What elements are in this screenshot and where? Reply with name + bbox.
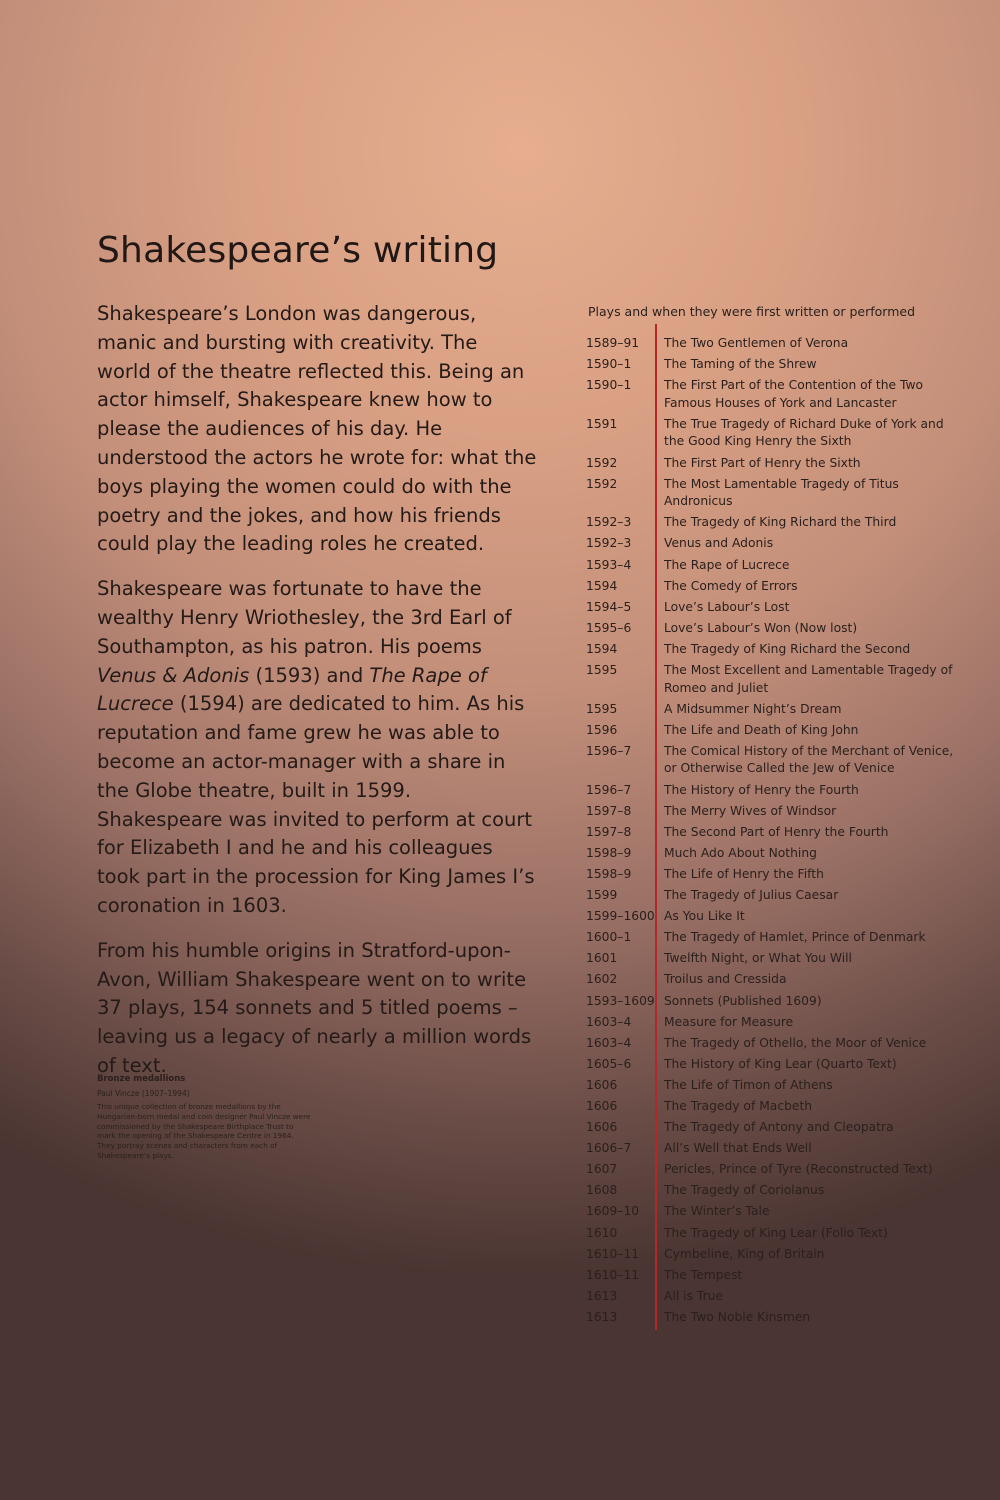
play-row: [586, 1288, 966, 1306]
play-year: 1592: [586, 476, 618, 491]
play-row: [586, 824, 966, 842]
play-title: The Tragedy of Macbeth: [664, 1098, 813, 1113]
play-title: The Second Part of Henry the Fourth: [664, 824, 889, 839]
play-title: The First Part of the Contention of the Two Famous Houses of York and Lancaster: [664, 378, 924, 410]
play-title: Venus and Adonis: [664, 536, 774, 551]
play-title: Sonnets (Published 1609): [664, 993, 822, 1008]
play-title: The Comedy of Errors: [664, 578, 798, 593]
play-title: The History of King Lear (Quarto Text): [664, 1056, 897, 1071]
play-row: [586, 950, 966, 968]
play-year: 1598–9: [586, 866, 632, 881]
play-year: 1592: [586, 455, 618, 470]
poem-title-venus: Venus & Adonis: [97, 663, 250, 687]
play-row: [586, 455, 966, 473]
play-title: Love’s Labour’s Won (Now lost): [664, 620, 858, 635]
play-title: The Rape of Lucrece: [664, 557, 790, 572]
play-row: [586, 1035, 966, 1053]
play-row: [586, 1140, 966, 1158]
play-title: The Most Excellent and Lamentable Tragedy of Romeo and Juliet: [664, 663, 953, 695]
play-title: Much Ado About Nothing: [664, 845, 817, 860]
play-title: The Life of Timon of Athens: [664, 1077, 833, 1092]
play-year: 1606: [586, 1077, 618, 1092]
plays-heading: Plays and when they were first written or performed: [588, 304, 916, 319]
play-title: The Most Lamentable Tragedy of Titus Andronicus: [664, 476, 899, 509]
play-row: [586, 641, 966, 659]
play-row: [586, 743, 966, 778]
play-year: 1597–8: [586, 803, 632, 818]
paragraph-london: Shakespeare’s London was dangerous, manic and bursting with creativity. The world of the theatre reflected this. Being an actor himself, Shakespeare knew how to please the audiences of his day. He understood the actors he wrote for: what the boys playing the women could do with the poetry and the jokes, and how his friends could play the leading roles he created.: [97, 302, 537, 556]
play-title: The Comical History of the Merchant of Venice, or Otherwise Called the Jew of Venice: [664, 743, 954, 776]
play-title: The Tragedy of Othello, the Moor of Venice: [664, 1035, 927, 1050]
play-row: [586, 1246, 966, 1264]
play-row: [586, 866, 966, 884]
play-row: [586, 377, 966, 412]
play-row: [586, 908, 966, 926]
play-year: 1593–4: [586, 557, 632, 572]
play-row: [586, 887, 966, 905]
play-title: The Winter’s Tale: [664, 1204, 770, 1219]
play-title: Love’s Labour’s Lost: [664, 599, 790, 614]
play-title: The Merry Wives of Windsor: [664, 803, 837, 818]
play-year: 1606–7: [586, 1141, 632, 1156]
play-year: 1592–3: [586, 536, 632, 551]
play-year: 1605–6: [586, 1056, 632, 1071]
play-title: All’s Well that Ends Well: [664, 1141, 812, 1156]
poem-title-lucrece: The Rape of Lucrece: [97, 663, 487, 716]
play-year: 1595–6: [586, 620, 632, 635]
play-row: [586, 1309, 966, 1327]
play-title: The Tragedy of King Lear (Folio Text): [664, 1225, 888, 1240]
patron-text-b: (1593) and: [255, 663, 364, 687]
play-row: [586, 557, 966, 575]
play-year: 1610–11: [586, 1246, 640, 1261]
play-row: [586, 1161, 966, 1179]
patron-text-c: (1594) are dedicated to him. As his reputation and fame grew he was able to become an actor-manager with a share in the Globe theatre, built in 1599. Shakespeare was invited to perform at court for Elizabeth I and he and his colleagues took part in the procession for King James I’s coronation in 1603.: [97, 692, 535, 917]
play-row: [586, 1077, 966, 1095]
play-year: 1593–1609: [586, 993, 655, 1008]
play-year: 1606: [586, 1120, 618, 1135]
play-row: [586, 929, 966, 947]
play-title: The Tragedy of King Richard the Third: [664, 515, 897, 530]
medallions-caption: [97, 1074, 312, 1161]
play-row: [586, 599, 966, 617]
play-year: 1610: [586, 1225, 618, 1240]
play-row: [586, 993, 966, 1011]
play-row: [586, 416, 966, 451]
play-year: 1589–91: [586, 336, 640, 350]
play-row: [586, 1119, 966, 1137]
play-year: 1599: [586, 888, 618, 903]
play-year: 1595: [586, 701, 618, 716]
play-title: The Tragedy of Coriolanus: [664, 1183, 825, 1198]
play-year: 1599–1600: [586, 909, 655, 924]
play-year: 1603–4: [586, 1014, 632, 1029]
play-title: The Life of Henry the Fifth: [664, 866, 824, 881]
play-row: [586, 971, 966, 989]
play-row: [586, 535, 966, 553]
play-row: [586, 1267, 966, 1285]
play-year: 1607: [586, 1162, 618, 1177]
play-row: [586, 662, 966, 697]
play-year: 1606: [586, 1098, 618, 1113]
play-year: 1609–10: [586, 1204, 640, 1219]
play-year: 1598–9: [586, 845, 632, 860]
play-year: 1610–11: [586, 1267, 640, 1282]
play-row: [586, 1014, 966, 1032]
play-title: The Tempest: [664, 1267, 743, 1282]
play-year: 1596–7: [586, 743, 632, 758]
play-row: [586, 1182, 966, 1200]
play-year: 1594–5: [586, 599, 632, 614]
caption-artist: Paul Vincze (1907–1994): [97, 1089, 190, 1098]
play-year: 1597–8: [586, 824, 632, 839]
play-year: 1600–1: [586, 930, 632, 945]
play-row: [586, 845, 966, 863]
play-title: The History of Henry the Fourth: [664, 782, 859, 797]
play-row: [586, 476, 966, 511]
play-year: 1594: [586, 641, 618, 656]
play-year: 1594: [586, 578, 618, 593]
play-year: 1596–7: [586, 782, 632, 797]
play-row: [586, 335, 966, 353]
play-title: The Life and Death of King John: [664, 722, 859, 737]
play-year: 1591: [586, 416, 618, 431]
play-title: The First Part of Henry the Sixth: [664, 455, 861, 470]
panel-title: Shakespeare’s writing: [97, 230, 499, 271]
play-year: 1592–3: [586, 515, 632, 530]
play-row: [586, 514, 966, 532]
play-row: [586, 1098, 966, 1116]
play-title: The Tragedy of Julius Caesar: [664, 888, 839, 903]
play-year: 1595: [586, 663, 618, 677]
play-year: 1613: [586, 1309, 618, 1324]
play-title: A Midsummer Night’s Dream: [664, 701, 842, 716]
play-title: The Tragedy of Antony and Cleopatra: [664, 1120, 894, 1135]
play-year: 1608: [586, 1183, 618, 1198]
play-row: [586, 782, 966, 800]
play-title: The Taming of the Shrew: [664, 357, 817, 372]
paragraph-patron: [97, 575, 537, 921]
play-row: [586, 1225, 966, 1243]
play-row: [586, 1056, 966, 1074]
plays-timeline: [586, 335, 966, 1330]
play-year: 1602: [586, 972, 618, 987]
play-title: Twelfth Night, or What You Will: [664, 951, 852, 966]
play-title: The True Tragedy of Richard Duke of York and the Good King Henry the Sixth: [664, 416, 944, 449]
play-row: [586, 578, 966, 596]
caption-description: This unique collection of bronze medallions by the Hungarian-born medal and coin designer Paul Vincze were commissioned by the Shakespeare Birthplace Trust to mark the opening of the Shakespeare Centre in 1964. They portray scenes and characters from each of Shakespeare’s plays.: [97, 1102, 311, 1160]
play-title: Troilus and Cressida: [664, 972, 787, 987]
play-title: The Two Gentlemen of Verona: [664, 336, 849, 350]
play-year: 1590–1: [586, 357, 632, 372]
play-title: The Tragedy of King Richard the Second: [664, 641, 911, 656]
play-year: 1601: [586, 951, 618, 966]
play-title: The Two Noble Kinsmen: [664, 1309, 811, 1324]
play-title: As You Like It: [664, 909, 745, 924]
play-title: Pericles, Prince of Tyre (Reconstructed Text): [664, 1162, 933, 1177]
play-row: [586, 722, 966, 740]
play-year: 1603–4: [586, 1035, 632, 1050]
paragraph-legacy: From his humble origins in Stratford-upon-Avon, William Shakespeare went on to write 37 plays, 154 sonnets and 5 titled poems – leaving us a legacy of nearly a million words of text.: [97, 938, 532, 1077]
play-title: Measure for Measure: [664, 1014, 794, 1029]
play-row: [586, 620, 966, 638]
caption-title: Bronze medallions: [97, 1074, 186, 1084]
play-year: 1596: [586, 722, 618, 737]
play-row: [586, 356, 966, 374]
play-row: [586, 701, 966, 719]
play-year: 1590–1: [586, 378, 632, 393]
intro-text: [97, 300, 537, 1097]
play-row: [586, 803, 966, 821]
patron-text-a: Shakespeare was fortunate to have the wealthy Henry Wriothesley, the 3rd Earl of Southampton, as his patron. His poems: [97, 577, 512, 658]
play-row: [586, 1203, 966, 1221]
play-title: The Tragedy of Hamlet, Prince of Denmark: [664, 930, 926, 945]
play-year: 1613: [586, 1288, 618, 1303]
play-title: Cymbeline, King of Britain: [664, 1246, 825, 1261]
play-title: All is True: [664, 1288, 724, 1303]
